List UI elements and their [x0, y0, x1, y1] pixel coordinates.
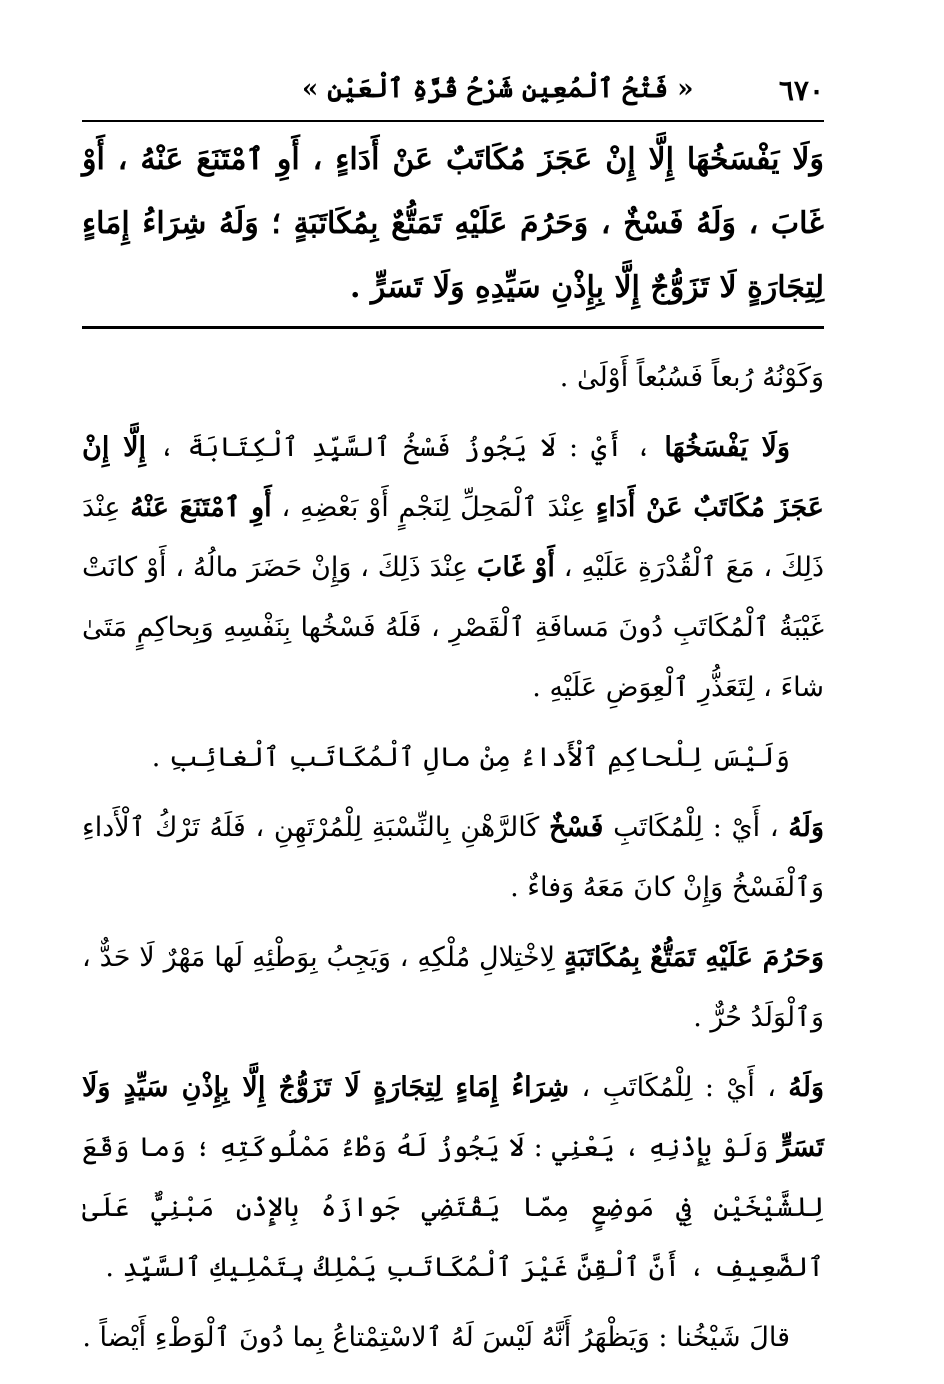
commentary-text: ، أَيْ : لَا يَجُوزُ فَسْخُ ٱلسَّيِّدِ ٱلْكِتَابَةَ ،	[146, 432, 665, 463]
commentary-text: كَالرَّهْنِ بِالنِّسْبَةِ لِلْمُرْتَهِنِ ، فَلَهُ تَرْكُ ٱلْأَداءِ وَٱلْفَسْخُ وَإِنْ كانَ مَعَهُ وَفاءٌ .	[82, 812, 824, 903]
commentary-text: وَلَوْ بِإِذْنِهِ ، يَعْنِي : لَا يَجُوزُ لَهُ وَطْءُ مَمْلُوكَتِهِ ؛ وَما وَقَعَ لِلشَّيْخَيْنِ فِي مَوضِعٍ مِمّا يَقْتَضِي جَوازَهُ بِالإِذْنِ مَبْنِيٌّ عَلَىٰ ٱلضَّعِيفِ ، أَنَّ ٱلْقِنَّ غَيْرَ ٱلْمُكَاتَبِ يَمْلِكُ بِتَمْلِيكِ ٱلسَّيِّدِ .	[82, 1132, 824, 1283]
quoted-matn: وَلَهُ	[788, 812, 824, 843]
sharh-paragraph-7: قالَ شَيْخُنا : وَيَظْهَرُ أَنَّهُ لَيْسَ لَهُ ٱلاسْتِمْتاعُ بِما دُونَ ٱلْوَطْءِ أَيْضاً .	[82, 1322, 790, 1353]
quoted-matn: وَحَرُمَ عَلَيْهِ تَمَتُّعٌ بِمُكَاتَبَةٍ	[563, 942, 824, 973]
commentary-text: ، أَيْ : لِلْمُكَاتَبِ ،	[569, 1072, 789, 1103]
commentary-text: عِنْدَ ذَلِكَ ، وَإِنْ حَضَرَ مالُهُ ، أَوْ كانَتْ غَيْبَةُ ٱلْمُكَاتَبِ دُونَ مَسافَةِ ٱلْقَصْرِ ، فَلَهُ فَسْخُها بِنَفْسِهِ وَبِحاكِمٍ مَتَىٰ شاءَ ، لِتَعَذُّرِ ٱلْعِوَضِ عَلَيْهِ .	[82, 552, 824, 703]
quoted-matn: إِلَّا إِنْ عَجَزَ مُكَاتَبٌ عَنْ أَدَاءٍ	[82, 432, 824, 523]
commentary-text: ، أَيْ : لِلْمُكَاتَبِ	[603, 812, 789, 843]
quoted-matn: أَوِ ٱمْتَنَعَ عَنْهُ	[130, 492, 272, 523]
quoted-matn: وَلَا يَفْسَخُهَا	[664, 432, 790, 463]
running-title: « فَتْحُ ٱلْمُعِينِ شَرْحُ قُرَّةِ ٱلْعَيْنِ »	[302, 74, 694, 104]
commentary-text: عِنْدَ ذَلِكَ ، مَعَ ٱلْقُدْرَةِ عَلَيْهِ ،	[82, 492, 825, 583]
header-rule	[82, 120, 824, 122]
matn-sharh-divider	[82, 326, 824, 329]
sharh-paragraph-1: وَكَوْنُهُ رُبعاً فَسُبُعاً أَوْلَىٰ .	[559, 362, 824, 393]
quoted-matn: فَسْخٌ	[548, 812, 604, 843]
sharh-paragraph-6	[82, 1058, 824, 1298]
sharh-paragraph-5	[82, 928, 824, 1048]
matn-paragraph: وَلَا يَفْسَخُهَا إِلَّا إِنْ عَجَزَ مُكَاتَبٌ عَنْ أَدَاءٍ ، أَوِ ٱمْتَنَعَ عَنْهُ ، أَوْ غَابَ ، وَلَهُ فَسْخٌ ، وَحَرُمَ عَلَيْهِ تَمَتُّعٌ بِمُكَاتَبَةٍ ؛ وَلَهُ شِرَاءُ إِمَاءٍ لِتِجَارَةٍ لَا تَزَوُّجٌ إِلَّا بِإِذْنِ سَيِّدِهِ وَلَا تَسَرٍّ .	[82, 142, 824, 305]
page-number: ٦٧٠	[778, 74, 824, 107]
sharh-text	[82, 348, 824, 1378]
quoted-matn: أَوْ غَابَ	[476, 552, 555, 583]
commentary-text: لِاخْتِلالِ مُلْكِهِ ، وَيَجِبُ بِوَطْئِهِ لَها مَهْرٌ لَا حَدٌّ ، وَٱلْوَلَدُ حُرٌّ .	[82, 942, 824, 1033]
commentary-text: عِنْدَ ٱلْمَحِلِّ لِنَجْمٍ أَوْ بَعْضِهِ ،	[271, 492, 596, 523]
quoted-matn: شِرَاءُ إِمَاءٍ لِتِجَارَةٍ لَا تَزَوُّجٌ إِلَّا بِإِذْنِ سَيِّدٍ وَلَا تَسَرٍّ	[82, 1072, 824, 1163]
quoted-matn: وَلَهُ	[788, 1072, 825, 1103]
sharh-paragraph-2	[82, 418, 824, 718]
matn-text	[82, 128, 824, 320]
page-header	[82, 70, 824, 114]
sharh-paragraph-3: وَلَيْسَ لِلْحاكِمِ ٱلْأَداءُ مِنْ مالِ ٱلْمُكَاتَبِ ٱلْغائِبِ .	[151, 742, 790, 773]
sharh-paragraph-4	[82, 798, 824, 918]
